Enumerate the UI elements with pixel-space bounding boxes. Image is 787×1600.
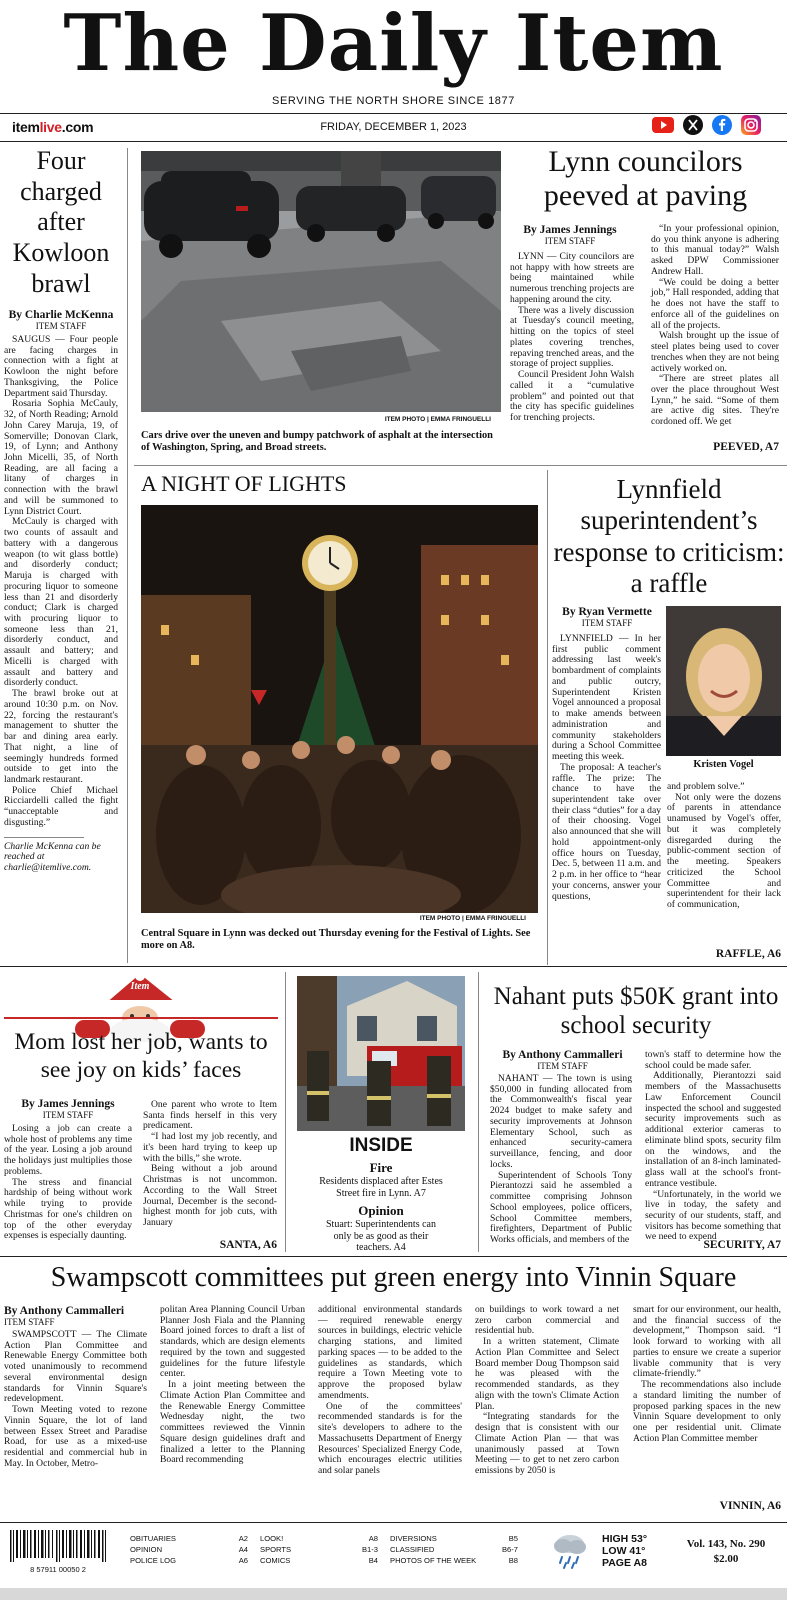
lights-photo-credit: ITEM PHOTO | EMMA FRINGUELLI (419, 915, 526, 922)
paving-col1 (510, 252, 634, 424)
weather-high: HIGH 53° (602, 1533, 648, 1545)
vinnin-col3-p2: One of the committees' recommended standards is for the site's developers to adhere to the Massachusetts Department of Energy Resources' Specialized Energy Code, which encourages electric utilities and solar panels (318, 1400, 462, 1477)
index-page: B8 (508, 1556, 518, 1565)
kowloon-p4: The brawl broke out at around 10:30 p.m. on Nov. 22, forcing the restaurant's management to shutter the bar and dining area early. That night, a line of seemingly hundreds formed outside to get into the landmark restaurant. (4, 688, 118, 785)
nahant-col2 (645, 1050, 781, 1243)
santa-red-rule (4, 1017, 278, 1019)
paving-col1-p1: LYNN — City councilors are not happy with how streets are being maintained while numerous trenching projects are happening around the city. (510, 251, 634, 305)
kowloon-p1: SAUGUS — Four people are facing charges in connection with a fight at Kowloon the night before Thanksgiving, the Police Department said Thursday. (4, 333, 118, 399)
raffle-headline[interactable]: Lynnfield superintendent’s response to criticism: a raffle (553, 474, 785, 598)
index-label: PHOTOS OF THE WEEK (390, 1556, 477, 1565)
paving-col2-p2: “We could be doing a better job,” Hall responded, adding that he does not have the staff to enforce all of the guidelines on all of the projects. (651, 276, 779, 331)
inside-fire-heading: Fire (369, 1160, 393, 1175)
youtube-icon[interactable] (652, 117, 674, 138)
index-row[interactable] (390, 1533, 518, 1544)
index-col-1 (130, 1533, 248, 1566)
index-page: A2 (238, 1534, 248, 1543)
vinnin-jump[interactable]: VINNIN, A6 (719, 1500, 781, 1512)
nahant-headline[interactable]: Nahant puts $50K grant into school security (493, 983, 779, 1039)
inside-opinion-heading: Opinion (358, 1203, 404, 1218)
nahant-staff: ITEM STAFF (537, 1060, 588, 1071)
vinnin-col4-p3: “Integrating standards for the design that is consistent with our Climate Action Plan — that was unanimously passed at Town Meeting — to get to net zero carbon emissions by 2050 is (475, 1411, 619, 1477)
paving-photo-credit: ITEM PHOTO | EMMA FRINGUELLI (384, 416, 491, 423)
row3-rule (0, 1256, 787, 1257)
vinnin-col5 (633, 1305, 781, 1445)
raffle-col2-p2: Not only were the dozens of parents in attendance unamused by Vogel's offer, but it was completely disregarded during the public-comment section of the meeting. Speakers criticized the School Committee and superintendent for their lack of communication, (667, 791, 781, 911)
index-label: CLASSIFIED (390, 1545, 435, 1554)
inside-opinion-text: Stuart: Superintendents can only be as good as their teachers. A4 (326, 1219, 436, 1253)
kowloon-byline (4, 309, 118, 332)
index-row[interactable] (260, 1533, 378, 1544)
index-label: SPORTS (260, 1545, 292, 1554)
index-page: B1-3 (361, 1545, 378, 1554)
index-row[interactable] (130, 1555, 248, 1566)
masthead-rule (0, 113, 787, 114)
paving-headline[interactable]: Lynn councilors peeved at paving (543, 145, 748, 212)
index-label: POLICE LOG (130, 1556, 177, 1565)
issue-price: $2.00 (713, 1553, 739, 1565)
vinnin-headline[interactable]: Swampscott committees put green energy into Vinnin Square (50, 1262, 737, 1293)
vogel-photo-caption: Kristen Vogel (693, 759, 754, 770)
lights-headline[interactable]: A NIGHT OF LIGHTS (141, 471, 347, 496)
santa-byline (8, 1098, 128, 1121)
barcode-number: 8 57911 00050 2 (30, 1565, 86, 1574)
index-page: B4 (368, 1556, 378, 1565)
col-rule-2 (547, 470, 548, 965)
issue-date: FRIDAY, DECEMBER 1, 2023 (320, 121, 467, 133)
weather-forecast[interactable] (602, 1533, 662, 1569)
santa-col2-p1: One parent who wrote to Item Santa finds herself in this very predicament. (143, 1099, 277, 1132)
paving-photo[interactable] (141, 151, 501, 412)
issue-info (676, 1537, 776, 1567)
nahant-byline (490, 1049, 635, 1072)
kowloon-byline-name: By Charlie McKenna (8, 309, 114, 322)
vinnin-col5-p2: The recommendations also include a standard limiting the number of proposed parking spaces in the new Vinnin Square development to only one per residential unit. Climate Action Plan Committee member (633, 1379, 781, 1444)
vinnin-col5-p1: smart for our environment, our health, and the financial success of the development,” Thompson said. “I look forward to working with all parties to ensure we create a superior livable community that is very climate-friendly.” (633, 1304, 781, 1380)
footer-bottom-band (0, 1588, 787, 1600)
nahant-jump[interactable]: SECURITY, A7 (703, 1239, 781, 1251)
vinnin-byline (4, 1305, 149, 1328)
weather-low: LOW 41° (602, 1545, 646, 1557)
col-rule-1 (127, 148, 128, 963)
index-label: COMICS (260, 1556, 291, 1565)
santa-byline-name: By James Jennings (21, 1098, 115, 1110)
kowloon-p5: Police Chief Michael Ricciardelli called the fight “unacceptable and disgusting.” (4, 784, 118, 828)
paving-photo-caption: Cars drive over the uneven and bumpy patchwork of asphalt at the intersection of Washington, Spring, and Broad streets. (141, 430, 493, 453)
raffle-staff: ITEM STAFF (581, 617, 633, 628)
kowloon-headline[interactable]: Four charged after Kowloon brawl (12, 146, 110, 298)
kowloon-story (4, 146, 118, 874)
fire-photo[interactable] (297, 976, 465, 1131)
raffle-byline (552, 606, 662, 629)
index-row[interactable] (130, 1533, 248, 1544)
site-logo-item: item (12, 119, 40, 135)
index-col-2 (260, 1533, 378, 1566)
kowloon-contact: Charlie McKenna can be reached at charlie@itemlive.com. (4, 840, 101, 874)
kowloon-p2: Rosaria Sophia McCauly, 32, of North Reading; Arnold John Carey Maruja, 19, of Somerville; Donovan Clark, 19, of Lynn; and Anthony John Micelli, 35, of North Reading, are all facing a litany of charges in connection with the brawl and will be summoned to Lynn District Court. (4, 398, 118, 517)
inside-fire-text: Residents displaced after Estes Street fire in Lynn. A7 (319, 1176, 443, 1199)
index-page: A8 (368, 1534, 378, 1543)
vinnin-col2-p2: In a joint meeting between the Climate Action Plan Committee and the Renewable Energy Committee Wednesday night, the two committees reviewed the Vinnin Square design guidelines draft and finalized a letter to the Planning Board recommending (160, 1379, 305, 1466)
paving-byline-name: By James Jennings (523, 224, 617, 236)
social-icons (652, 116, 780, 138)
santa-col1-p2: The stress and financial hardship of being without work while trying to provide Christmas for one's children on top of the other everyday expenses is especially daunting. (4, 1176, 132, 1242)
nahant-col2-p3: “Unfortunately, in the world we live in today, the safety and security of our students, staff, and visitors has become something that we need to expend (645, 1188, 781, 1243)
santa-col2 (143, 1100, 277, 1229)
raffle-col1 (552, 634, 661, 902)
kowloon-p3: McCauly is charged with two counts of assault and battery with a dangerous weapon (to wit glass bottle) and disorderly conduct; Maruja is charged with procuring liquor to someone less than 21 and disorderly conduct; Clark is charged with procuring liquor to someone less than 21, disorderly conduct, and assault and battery; and Micelli is charged with assault and battery and disorderly conduct. (4, 516, 118, 689)
raffle-p1: LYNNFIELD — In her first public comment addressing last week's bombardment of complaints and public outcry, Superintendent Kristen Vogel announced a proposal to make amends between administration and community stakeholders during a School Committee meeting this week. (552, 633, 661, 763)
index-page: A4 (238, 1545, 248, 1554)
paving-col1-p3: Council President John Walsh called it a “cumulative problem” and pointed out that the city has specific guidelines for trenching projects. (510, 369, 634, 424)
vinnin-staff: ITEM STAFF (4, 1316, 55, 1327)
item-santa-logo-text: Item (130, 981, 150, 992)
x-icon[interactable] (683, 115, 703, 140)
paving-staff: ITEM STAFF (544, 235, 596, 246)
col-rule-4 (478, 972, 479, 1252)
issue-volume: Vol. 143, No. 290 (686, 1538, 766, 1550)
rain-cloud-icon (550, 1530, 590, 1570)
nahant-col1-p2: Superintendent of Schools Tony Pierantozzi said he assembled a committee comprising Johnson School employees, police officers, School Committee members, firefighters, Department of Public Works officials, and members of the (490, 1169, 632, 1246)
paving-col2-p4: “There are street plates all over the place throughout West Lynn,” he said. “Some of them are active dig sites. They're cordoned off. We get (651, 373, 779, 428)
paving-jump[interactable]: PEEVED, A7 (713, 441, 779, 453)
vogel-photo[interactable] (666, 606, 781, 756)
barcode (8, 1530, 108, 1574)
vinnin-col2-p1: politan Area Planning Council Urban Planner Josh Fiala and the Planning Board joined forces to draft a list of standards, which are design elements required by the town and suggested guidelines for the future lifestyle center. (160, 1304, 305, 1380)
paving-col1-p2: There was a lively discussion at Tuesday's council meeting, hitting on the topics of steel plates covering trenches, repaving trenched areas, and the storage of project supplies. (510, 304, 634, 370)
vinnin-col1-p2: Town Meeting voted to rezone Vinnin Square, the lot of land between Essex Street and Paradise Road, for use as a mixed-use residential and commercial hub in May. In October, Metro- (4, 1404, 147, 1469)
site-logo-live: live (39, 119, 62, 135)
vinnin-col3 (318, 1305, 462, 1477)
santa-col1-p1: Losing a job can create a whole host of problems any time of the year. Losing a job around the holidays just multiplies those problems. (4, 1123, 132, 1177)
inside-title: INSIDE (349, 1135, 413, 1156)
index-row[interactable] (260, 1544, 378, 1555)
nahant-byline-name: By Anthony Cammalleri (502, 1049, 623, 1061)
santa-headline[interactable]: Mom lost her job, wants to see joy on kids’ faces (14, 1029, 268, 1084)
vinnin-col1-p1: SWAMPSCOTT — The Climate Action Plan Committee and Renewable Energy Committee both voted unanimously to recommend several environmental design standards for Vinnin Square's redevelopment. (4, 1329, 147, 1405)
lights-photo[interactable] (141, 505, 538, 913)
nahant-col1-p1: NAHANT — The town is using $50,000 in funding allocated from the Commonwealth's fiscal year 2024 budget to make safety and security improvements at Johnson Elementary School, such as enhanced security-camera surveillance, fencing, and door locks. (490, 1073, 632, 1170)
index-row[interactable] (130, 1544, 248, 1555)
vinnin-col4-p1: on buildings to work toward a net zero carbon commercial and residential hub. (475, 1304, 619, 1337)
index-label: LOOK! (260, 1534, 284, 1543)
kowloon-contact-rule (4, 837, 84, 838)
paving-col2-p1: “In your professional opinion, do you think anyone is adhering to this manual today?” Walsh asked DPW Commissioner Andrew Hall. (651, 223, 779, 277)
paving-col2-p3: Walsh brought up the issue of steel plates being used to cover trenches when they are not being actively worked on. (651, 330, 779, 374)
raffle-byline-name: By Ryan Vermette (562, 606, 652, 618)
index-label: DIVERSIONS (390, 1534, 437, 1543)
index-row[interactable] (390, 1544, 518, 1555)
index-row[interactable] (390, 1555, 518, 1566)
instagram-icon[interactable] (741, 115, 761, 140)
raffle-col2 (667, 782, 781, 911)
lights-photo-caption: Central Square in Lynn was decked out Thursday evening for the Festival of Lights. See more on A8. (141, 928, 531, 951)
index-page: B6-7 (501, 1545, 518, 1554)
masthead-title[interactable]: The Daily Item (63, 0, 724, 89)
vinnin-col4 (475, 1305, 619, 1477)
vinnin-col3-p1: additional environmental standards — required renewable energy sources in buildings, electric vehicle charging stations, and limited parking spaces — to be added to the guidelines as standards, which require a Town Meeting vote to approve the proposed bylaw amendments. (318, 1304, 462, 1401)
vinnin-col1 (4, 1330, 147, 1470)
masthead-tagline: SERVING THE NORTH SHORE SINCE 1877 (272, 95, 515, 107)
santa-jump[interactable]: SANTA, A6 (219, 1239, 277, 1251)
nahant-col2-p1: town's staff to determine how the school could be made safer. (645, 1049, 781, 1071)
col-rule-3 (285, 972, 286, 1252)
index-page: B5 (508, 1534, 518, 1543)
raffle-jump[interactable]: RAFFLE, A6 (715, 948, 781, 960)
weather-page: PAGE A8 (602, 1557, 647, 1569)
kowloon-body (4, 335, 118, 829)
vinnin-col4-p2: In a written statement, Climate Action Plan Committee and Select Board member Doug Thompson said he was pleased with the recommended standards, as they align with the town's Climate Action Plan. (475, 1336, 619, 1412)
nahant-col2-p2: Additionally, Pierantozzi said members of the Massachusetts Law Enforcement Council inspected the school and suggested security improvements such as additional exterior cameras to eliminate blind spots, security film on the windows, and the installation of an 8-inch laminated-glass wall at the school's front-entrance vestibule. (645, 1070, 781, 1189)
facebook-icon[interactable] (712, 115, 732, 140)
santa-col2-p3: Being without a job around Christmas is not uncommon. According to the Wall Street Journal, December is the second-highest month for job cuts, with January (143, 1163, 277, 1229)
santa-col2-p2: “I had lost my job recently, and it's been hard trying to keep up with the bills,” she wrote. (143, 1131, 277, 1164)
index-row[interactable] (260, 1555, 378, 1566)
site-logo-tld: .com (61, 119, 94, 135)
inside-item-fire[interactable] (297, 1160, 465, 1199)
santa-staff: ITEM STAFF (42, 1109, 94, 1120)
paving-col2 (651, 224, 779, 428)
kowloon-staff: ITEM STAFF (35, 321, 87, 331)
index-page: A6 (238, 1556, 248, 1565)
row1-rule (134, 465, 787, 466)
header-bottom-rule (0, 141, 787, 142)
index-label: OBITUARIES (130, 1534, 176, 1543)
index-label: OPINION (130, 1545, 163, 1554)
nahant-col1 (490, 1074, 632, 1246)
raffle-p2: The proposal: A teacher's raffle. The prize: The chance to have the superintendent take over their class “duties” for a day of their choosing. Vogel also announced that she will hold appointment-only office hours on Tuesday, Dec. 5, between 11 a.m. and 2 p.m. in her office to “hear your concerns, answer your questions, (552, 761, 661, 902)
santa-col1 (4, 1124, 132, 1242)
index-col-3 (390, 1533, 518, 1566)
raffle-col2-p1: and problem solve.” (667, 781, 745, 792)
row2-rule (0, 966, 787, 967)
paving-byline (510, 224, 630, 247)
vinnin-byline-name: By Anthony Cammalleri (4, 1305, 125, 1317)
vinnin-col2 (160, 1305, 305, 1466)
footer-top-rule (0, 1522, 787, 1523)
inside-item-opinion[interactable] (297, 1203, 465, 1254)
